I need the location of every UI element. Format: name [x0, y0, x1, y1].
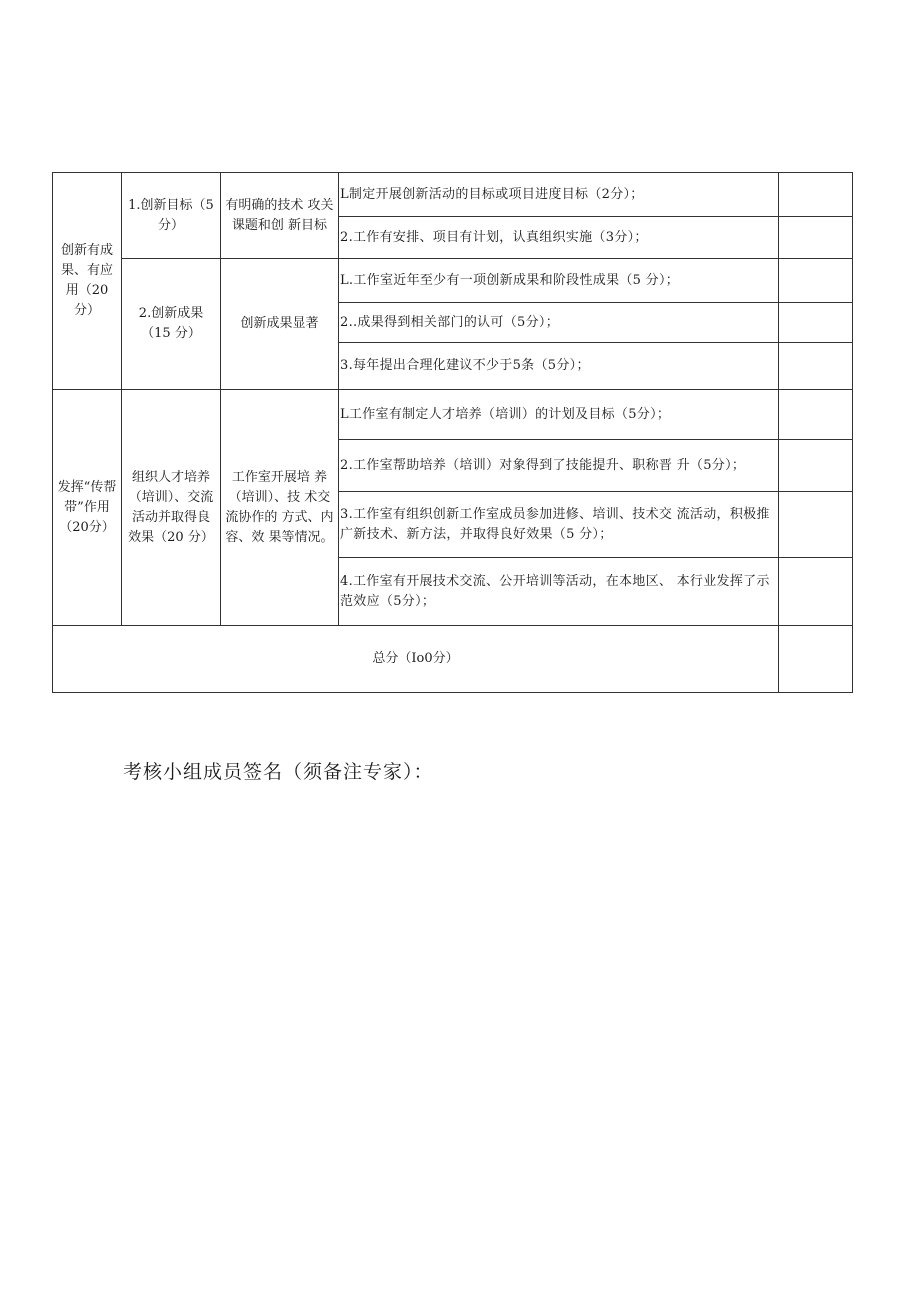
score-cell[interactable] — [779, 440, 853, 492]
criterion-cell: L制定开展创新活动的目标或项目进度目标（2分）； — [339, 173, 779, 217]
item-cell: 1.创新目标（5分） — [122, 173, 221, 259]
score-cell[interactable] — [779, 558, 853, 626]
category-cell: 发挥“传帮带”作用（20分） — [53, 390, 122, 626]
score-cell[interactable] — [779, 173, 853, 217]
standard-cell: 工作室开展培 养（培训）、技 术交流协作的 方式、内容、效 果等情况。 — [221, 390, 339, 626]
total-label: 总分（Io0分） — [53, 626, 779, 693]
criterion-cell: L工作室有制定人才培养（培训）的计划及目标（5分）； — [339, 390, 779, 440]
criterion-cell: 2.工作室帮助培养（培训）对象得到了技能提升、职称晋 升（5分）； — [339, 440, 779, 492]
score-cell[interactable] — [779, 343, 853, 390]
table-row — [53, 390, 853, 440]
total-score-cell[interactable] — [779, 626, 853, 693]
criterion-cell: 2..成果得到相关部门的认可（5分）； — [339, 303, 779, 343]
score-cell[interactable] — [779, 492, 853, 558]
criterion-cell: 2.工作有安排、项目有计划，认真组织实施（3分）； — [339, 217, 779, 259]
score-cell[interactable] — [779, 390, 853, 440]
score-cell[interactable] — [779, 259, 853, 303]
criterion-cell: L.工作室近年至少有一项创新成果和阶段性成果（5 分）； — [339, 259, 779, 303]
total-row — [53, 626, 853, 693]
score-cell[interactable] — [779, 303, 853, 343]
criterion-cell: 3.工作室有组织创新工作室成员参加进修、培训、技术交 流活动，积极推广新技术、新方法，并取得良好效果（5 分）； — [339, 492, 779, 558]
table-row — [53, 173, 853, 217]
item-cell: 2.创新成果（15 分） — [122, 259, 221, 390]
score-cell[interactable] — [779, 217, 853, 259]
item-cell: 组织人才培养（培训）、交流活动并取得良效果（20 分） — [122, 390, 221, 626]
category-cell: 创新有成果、有应用（20分） — [53, 173, 122, 390]
standard-cell: 创新成果显著 — [221, 259, 339, 390]
signature-label: 考核小组成员签名（须备注专家）： — [123, 761, 434, 783]
standard-cell: 有明确的技术 攻关课题和创 新目标 — [221, 173, 339, 259]
score-table — [52, 172, 853, 693]
criterion-cell: 4.工作室有开展技术交流、公开培训等活动，在本地区、 本行业发挥了示范效应（5分）； — [339, 558, 779, 626]
criterion-cell: 3.每年提出合理化建议不少于5条（5分）； — [339, 343, 779, 390]
table-row — [53, 259, 853, 303]
